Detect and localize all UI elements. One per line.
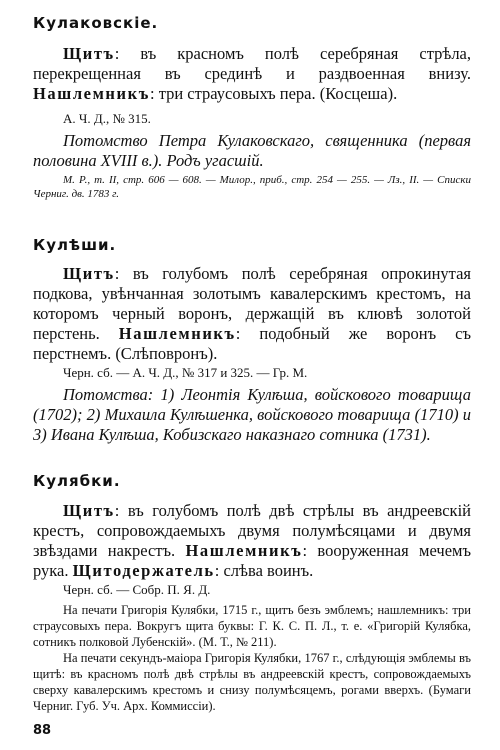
- shield-label: Щитъ: [63, 264, 115, 283]
- sources-text: М. Р., т. II, стр. 606 — 608. — Милор., приб., стр. 254 — 255. — Лз., II. — Списки Черниг. дв. 1783 г.: [33, 174, 471, 200]
- section-description: [33, 44, 471, 104]
- shield-text: : въ красномъ полѣ серебряная стрѣла, перекрещенная въ срединѣ и раздвоенная внизу.: [33, 44, 471, 83]
- shield-text: : въ голубомъ полѣ серебряная опрокинутая подкова, увѣнчанная золотымъ кавалерскимъ крестомъ, на которомъ черный воронъ, держащій въ клювѣ золотой перстень.: [33, 264, 471, 343]
- holders-text: : слѣва воинъ.: [214, 561, 314, 580]
- crest-text: : подобный же воронъ съ перстнемъ. (Слѣповронъ).: [33, 324, 471, 363]
- shield-label: Щитъ: [63, 501, 115, 520]
- page-number: 88: [33, 723, 52, 738]
- crest-text: : вооруженная мечемъ рука.: [33, 541, 472, 580]
- crest-text: : три страусовыхъ пера. (Косцеша).: [149, 84, 398, 103]
- lineage-text: Потомства: 1) Леонтія Кулѣша, войскового товарища (1702); 2) Михаила Кулѣшенка, войскового товарища (1710) и 3) Ивана Кулѣша, Кобизскаго наказнаго сотника (1731).: [33, 385, 471, 444]
- lineage-text: Потомство Петра Кулаковскаго, священника (первая половина XVIII в.). Родъ угасшій.: [33, 131, 471, 170]
- section-heading-kulyabki: Кулябки.: [33, 472, 121, 490]
- section-heading-kuleshi: Кулѣши.: [33, 236, 117, 254]
- seal-note-1715: На печати Григорія Кулябки, 1715 г., щитъ безъ эмблемъ; нашлемникъ: три страусовыхъ пера. Вокругъ щита буквы: Г. К. С. П. Л., т. е. «Григорій Кулябка, сотникъ полковой Лубенскій». (М. Т., № 211).: [33, 603, 471, 649]
- reference-line: А. Ч. Д., № 315.: [63, 111, 151, 126]
- reference-line: Черн. сб. — Собр. П. Я. Д.: [63, 582, 211, 597]
- crest-label: Нашлемникъ: [33, 84, 150, 103]
- shield-label: Щитъ: [63, 44, 115, 63]
- crest-label: Нашлемникъ: [185, 541, 303, 560]
- holders-label: Щитодержатель: [72, 561, 215, 580]
- section-description: [33, 264, 471, 364]
- shield-text: : въ голубомъ полѣ двѣ стрѣлы въ андреевскій крестъ, сопровождаемыхъ двумя полумѣсяцами и двумя звѣздами накрестъ.: [33, 501, 471, 560]
- section-description: [33, 501, 471, 581]
- section-heading-kulakovskie: Кулаковскіе.: [33, 14, 159, 32]
- crest-label: Нашлемникъ: [118, 324, 236, 343]
- reference-line: Черн. сб. — А. Ч. Д., № 317 и 325. — Гр. М.: [63, 365, 308, 380]
- seal-note-1767: На печати секундъ-маіора Григорія Кулябки, 1767 г., слѣдующія эмблемы въ щитѣ: въ красномъ полѣ двѣ стрѣлы въ андреевскій крестъ, сопровождаемыхъ сверху кавалерскимъ крестомъ и снизу полумѣсяцемъ, рогами вверхъ. (Бумаги Черниг. Губ. Уч. Арх. Коммиссіи).: [33, 651, 471, 713]
